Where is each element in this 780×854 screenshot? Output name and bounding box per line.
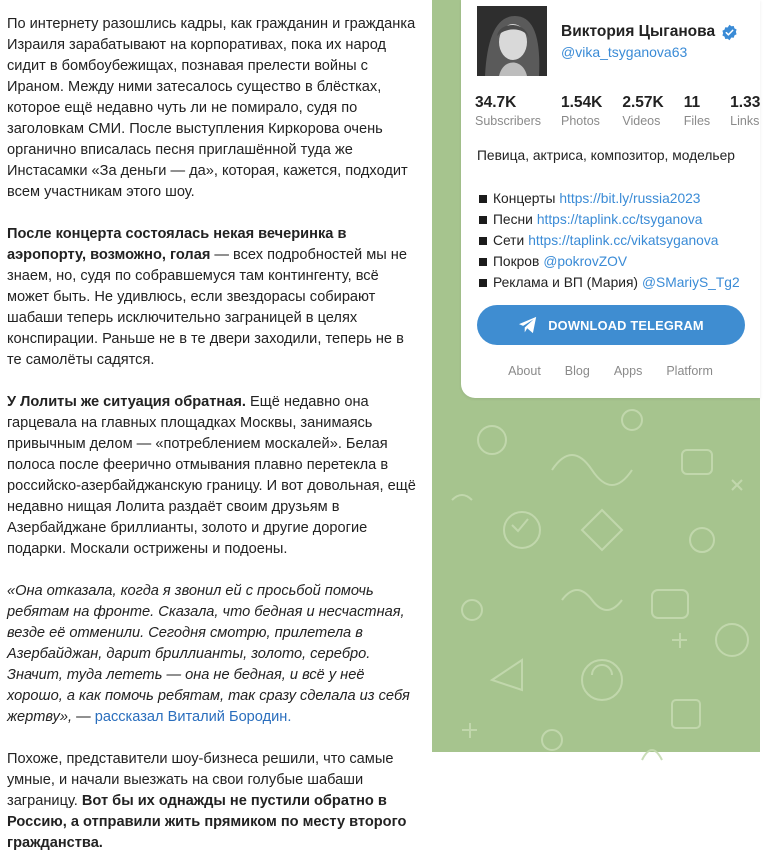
article-paragraph-3 <box>7 392 418 560</box>
article-paragraph-1 <box>7 14 418 203</box>
link-row <box>479 230 740 251</box>
quote-text: «Она отказала, когда я звонил ей с просьбой помочь ребятам на фронте. Сказала, что бедная и несчастная, везде её отменили. Сегодня смотрю, прилетела в Азербайджан, дарит бриллианты, золото, серебро. Значит, туда лететь — она не бедная, и всё у неё хорошо, а как помочь ребятам, так сразу сделала из себя жертву», <box>7 583 410 725</box>
stat-label: Photos <box>561 114 600 128</box>
article-paragraph-5 <box>7 749 418 854</box>
link-row <box>479 251 740 272</box>
link-url[interactable]: https://taplink.cc/tsyganova <box>536 212 703 227</box>
paragraph-text: — всех подробностей мы не знаем, но, судя по собравшемуся там контингенту, всё может быть. Не удивлюсь, если звездорасы собирают шабаши теперь исключительно заграницей в целях конспирации. Раньше не в те двери заходили, теперь не в те самолёты садятся. <box>7 247 407 368</box>
stat-value: 2.57K <box>622 94 664 111</box>
channel-links <box>479 188 740 293</box>
stat-value: 1.54K <box>561 94 603 111</box>
stat-label: Files <box>683 114 711 128</box>
article-quote-paragraph <box>7 581 418 728</box>
stat-videos[interactable] <box>622 94 663 130</box>
avatar-photo-icon <box>477 6 547 76</box>
black-square-icon <box>479 216 487 224</box>
stat-subscribers[interactable] <box>475 94 541 130</box>
stat-photos[interactable] <box>561 94 602 130</box>
channel-avatar[interactable] <box>477 6 547 76</box>
channel-name <box>561 23 738 41</box>
link-label: Песни <box>493 212 533 227</box>
paragraph-text: Ещё недавно она гарцевала на главных площадках Москвы, занимаясь привычным делом — «потреблением москалей». Белая полоса после феерично отмывания плавно перетекла в российско-азербайджанскую границу. И вот довольная, ещё недавно нищая Лолита раздаёт своим друзьям в Азербайджане бриллианты, золото и другие дорогие подарки. Москали острижены и подоены. <box>7 394 416 557</box>
link-label: Концерты <box>493 191 556 206</box>
paragraph-text: Похоже, представители шоу-бизнеса решили, что самые умные, и начали выезжать на свои голубые шабаши заграницу. <box>7 751 394 809</box>
channel-name-text: Виктория Цыганова <box>561 23 716 40</box>
link-label: Сети <box>493 233 525 248</box>
black-square-icon <box>479 279 487 287</box>
download-telegram-button[interactable] <box>477 305 745 345</box>
source-link[interactable]: рассказал Виталий Бородин. <box>94 709 292 725</box>
black-square-icon <box>479 237 487 245</box>
stat-label: Links <box>730 114 760 128</box>
channel-bio: Певица, актриса, композитор, модельер <box>477 148 735 163</box>
black-square-icon <box>479 195 487 203</box>
link-row <box>479 272 740 293</box>
black-square-icon <box>479 258 487 266</box>
stat-value: 34.7K <box>475 94 517 111</box>
footer-link-about[interactable]: About <box>508 364 541 378</box>
stat-label: Videos <box>622 114 661 128</box>
footer-link-apps[interactable]: Apps <box>613 364 643 378</box>
footer-link-platform[interactable]: Platform <box>666 364 713 378</box>
link-row <box>479 209 740 230</box>
stat-value: 11 <box>683 94 701 111</box>
paragraph-bold-text: У Лолиты же ситуация обратная. <box>7 394 246 410</box>
article-paragraph-2 <box>7 224 418 371</box>
stat-links[interactable] <box>730 94 760 130</box>
stat-value: 1.33 <box>730 94 761 111</box>
channel-card <box>461 0 760 398</box>
link-row <box>479 188 740 209</box>
quote-dash: — <box>72 709 95 725</box>
verified-badge-icon <box>721 24 738 41</box>
link-url[interactable]: https://taplink.cc/vikatsyganova <box>528 233 719 248</box>
channel-handle[interactable]: @vika_tsyganova63 <box>561 44 688 60</box>
stat-label: Subscribers <box>475 114 541 128</box>
footer-nav <box>461 364 760 378</box>
footer-link-blog[interactable]: Blog <box>564 364 590 378</box>
channel-stats <box>475 94 780 130</box>
stat-files[interactable] <box>684 94 710 130</box>
download-button-label: DOWNLOAD TELEGRAM <box>548 317 704 333</box>
telegram-plane-icon <box>518 316 538 334</box>
link-url[interactable]: @SMariyS_Tg2 <box>642 275 740 290</box>
link-url[interactable]: https://bit.ly/russia2023 <box>559 191 701 206</box>
link-label: Покров <box>493 254 540 269</box>
link-label: Реклама и ВП (Мария) <box>493 275 639 290</box>
link-url[interactable]: @pokrovZOV <box>543 254 628 269</box>
paragraph-text: По интернету разошлись кадры, как гражданин и гражданка Израиля зарабатывают на корпоративах, пока их народ сидит в бомбоубежищах, познавая прелести войны с Ираном. Между ними затесалось существо в блёстках, которое ещё недавно чуть ли не помирало, судя по заголовкам СМИ. После выступления Киркорова очень органично вписалась песня приглашённой туда же Инстасамки «За деньги — да», которая, кажется, подходит всем участникам этого шоу. <box>7 16 416 200</box>
paragraph-bold-text: После концерта состоялась некая вечеринка в аэропорту, возможно, голая <box>7 226 347 263</box>
paragraph-bold-text: Вот бы их однажды не пустили обратно в Россию, а отправили жить прямиком по месту второго гражданства. <box>7 793 407 851</box>
